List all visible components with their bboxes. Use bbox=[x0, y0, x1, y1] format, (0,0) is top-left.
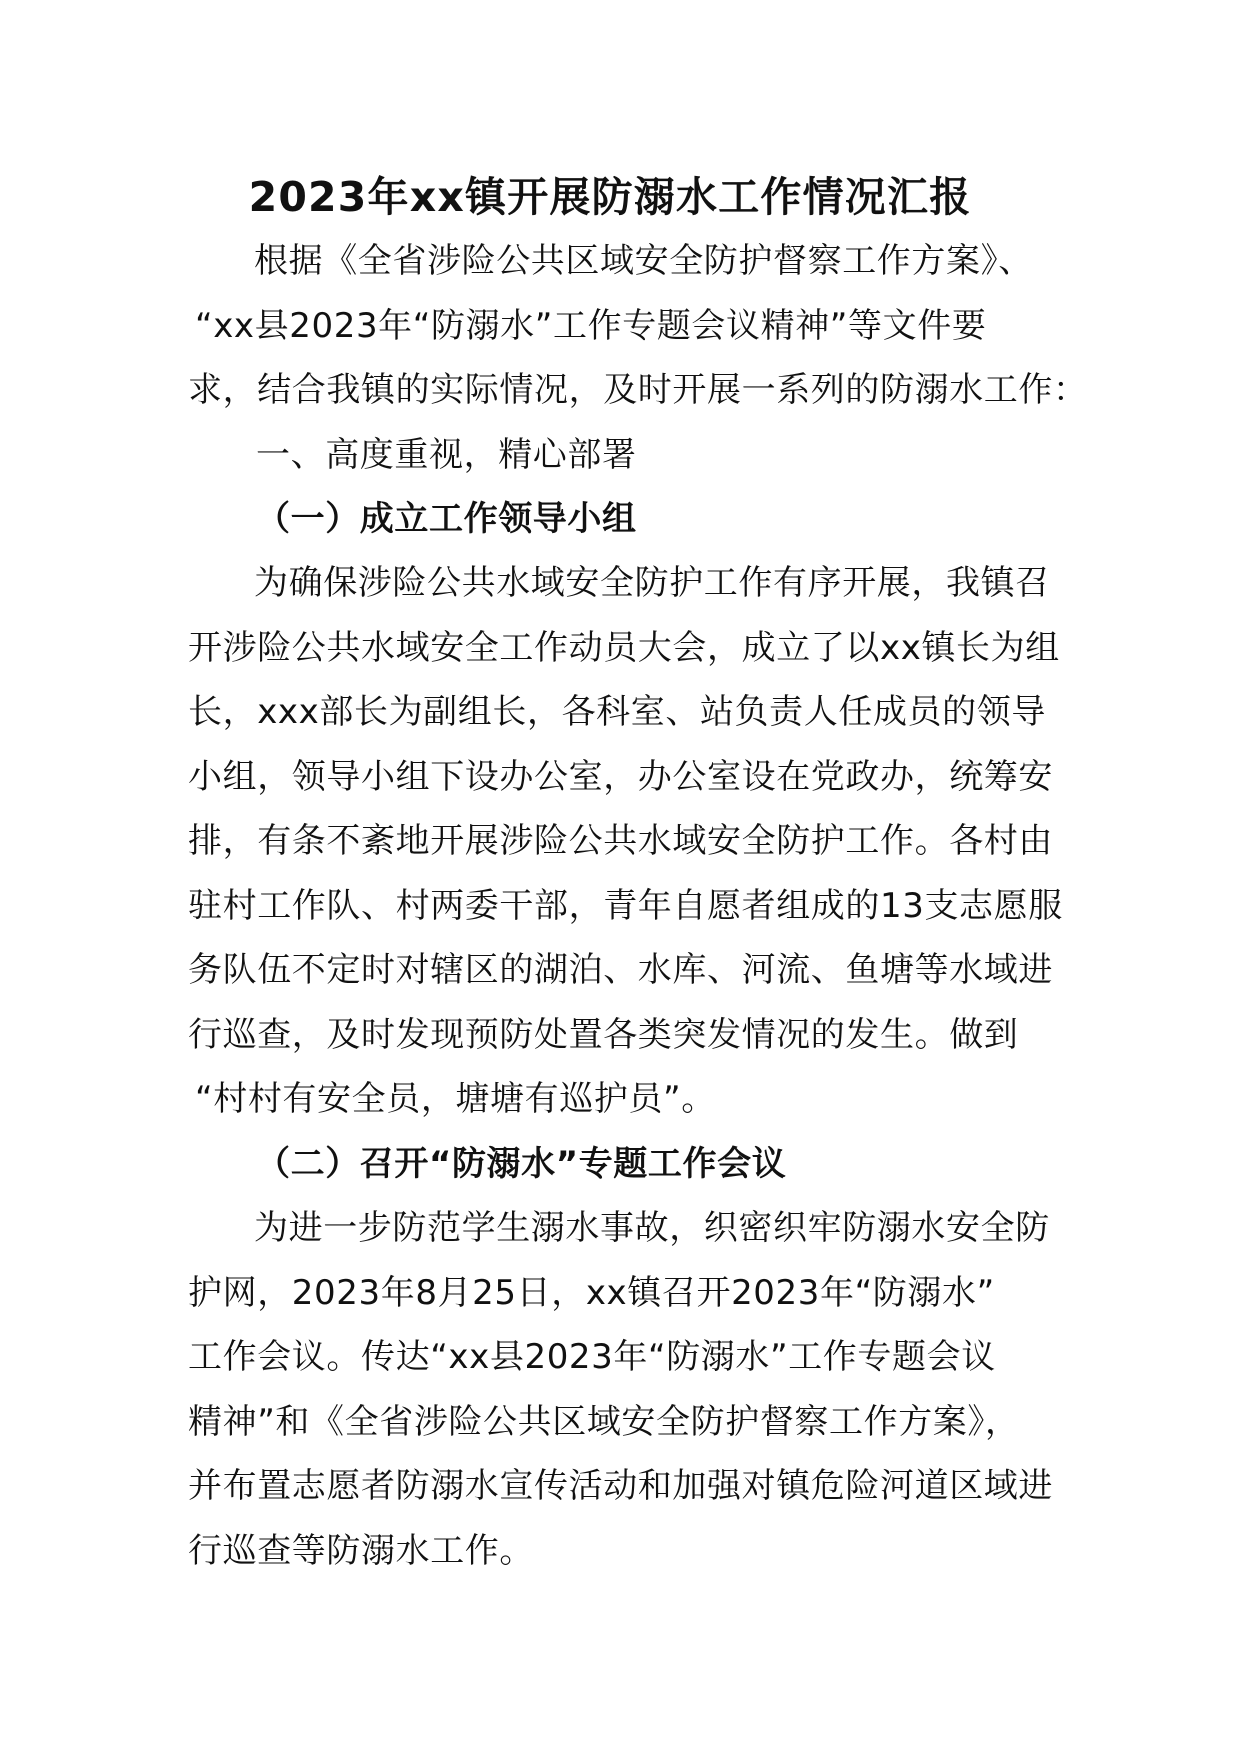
paragraph-line: 开涉险公共水域安全工作动员大会，成立了以xx镇长为组 bbox=[188, 628, 1060, 668]
paragraph-line: 工作会议。传达“xx县2023年“防溺水”工作专题会议 bbox=[188, 1337, 996, 1377]
section-heading: 一、高度重视，精心部署 bbox=[256, 435, 637, 475]
subsection-heading: （二）召开“防溺水”专题工作会议 bbox=[256, 1144, 787, 1184]
paragraph-line: 排，有条不紊地开展涉险公共水域安全防护工作。各村由 bbox=[188, 821, 1053, 861]
paragraph-line: 为进一步防范学生溺水事故，织密织牢防溺水安全防 bbox=[254, 1208, 1050, 1248]
paragraph-line: 驻村工作队、村两委干部，青年自愿者组成的13支志愿服 bbox=[188, 886, 1063, 926]
paragraph-line: 为确保涉险公共水域安全防护工作有序开展，我镇召 bbox=[254, 563, 1050, 603]
document-title: 2023年xx镇开展防溺水工作情况汇报 bbox=[248, 173, 972, 221]
paragraph-line: 行巡查等防溺水工作。 bbox=[188, 1531, 534, 1571]
paragraph-line: 求，结合我镇的实际情况，及时开展一系列的防溺水工作： bbox=[188, 370, 1088, 410]
paragraph-line: “xx县2023年“防溺水”工作专题会议精神”等文件要 bbox=[195, 306, 987, 346]
paragraph-line: 护网，2023年8月25日，xx镇召开2023年“防溺水” bbox=[188, 1273, 995, 1313]
subsection-heading: （一）成立工作领导小组 bbox=[256, 499, 637, 539]
paragraph-line: 长，xxx部长为副组长，各科室、站负责人任成员的领导 bbox=[188, 692, 1046, 732]
paragraph-line: 行巡查，及时发现预防处置各类突发情况的发生。做到 bbox=[188, 1015, 1019, 1055]
paragraph-line: 并布置志愿者防溺水宣传活动和加强对镇危险河道区域进 bbox=[188, 1466, 1053, 1506]
paragraph-line: 务队伍不定时对辖区的湖泊、水库、河流、鱼塘等水域进 bbox=[188, 950, 1053, 990]
paragraph-line: “村村有安全员，塘塘有巡护员”。 bbox=[195, 1079, 716, 1119]
paragraph-line: 精神”和《全省涉险公共区域安全防护督察工作方案》， bbox=[188, 1402, 1020, 1442]
paragraph-line: 小组，领导小组下设办公室，办公室设在党政办，统筹安 bbox=[188, 757, 1053, 797]
paragraph-line: 根据《全省涉险公共区域安全防护督察工作方案》、 bbox=[254, 241, 1033, 281]
